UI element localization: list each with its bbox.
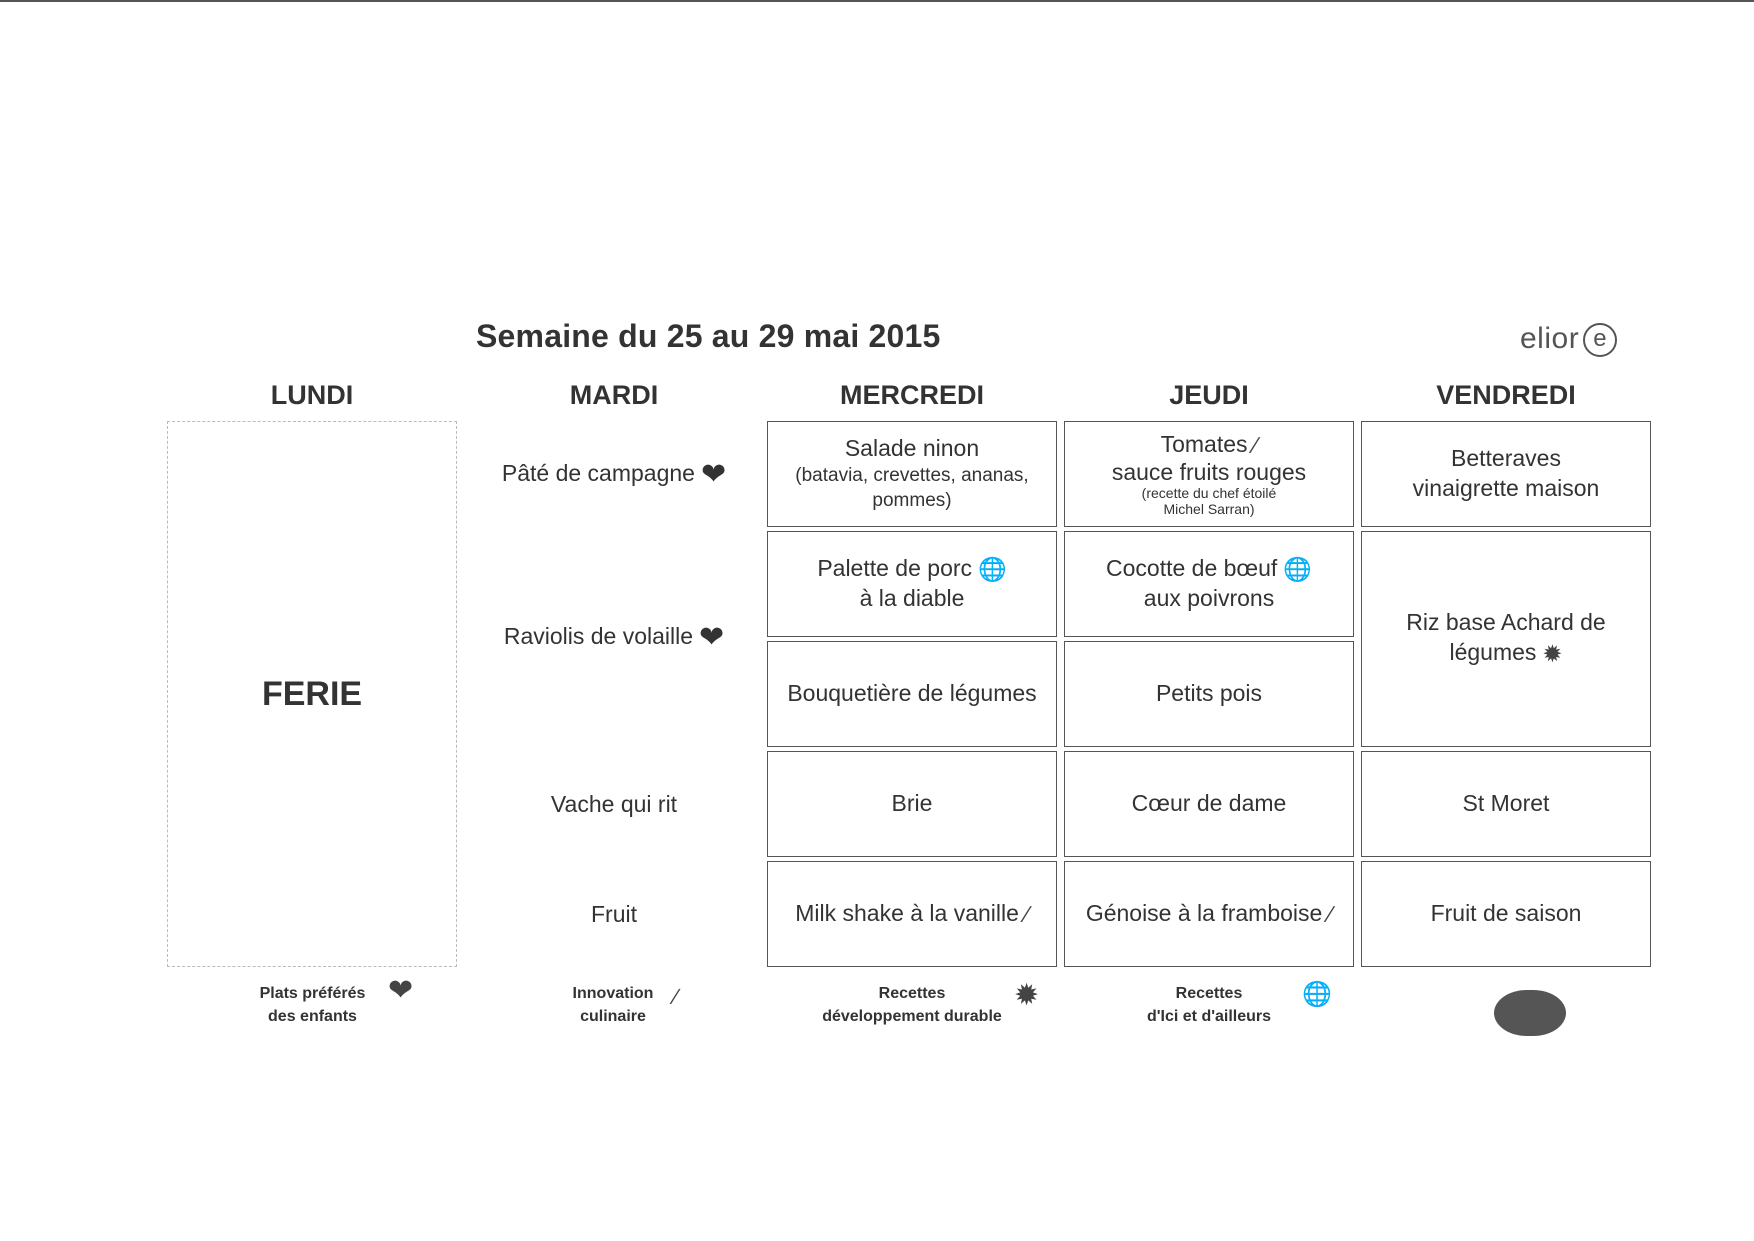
legend-durable-line1: Recettes — [878, 985, 946, 1002]
logo-text: elior — [1520, 322, 1580, 355]
vendredi-entree-subtitle: vinaigrette maison — [1412, 475, 1600, 501]
lundi-ferie-box — [167, 421, 457, 967]
magic-wand-icon: ∕ — [674, 984, 678, 1009]
day-header-lundi: LUNDI — [270, 380, 354, 410]
vendredi-plat — [1361, 531, 1651, 747]
jeudi-entree-note: (recette du chef étoilé — [1141, 485, 1277, 502]
vendredi-dessert — [1361, 861, 1651, 967]
legend-favorites-line2: des enfants — [268, 1008, 357, 1026]
local-label-badge — [1494, 990, 1566, 1036]
mercredi-entree-detail-2: pommes) — [872, 489, 952, 511]
mercredi-plat-subtitle: à la diable — [859, 585, 965, 612]
vendredi-entree-title: Betteraves — [1451, 445, 1561, 472]
ferie-label: FERIE — [261, 674, 363, 713]
legend-ailleurs-line1: Recettes — [1175, 985, 1243, 1002]
logo-mark: e — [1583, 323, 1617, 357]
top-border — [0, 0, 1754, 2]
jeudi-plat-title: Cocotte de bœuf — [1106, 554, 1278, 581]
magic-wand-icon: ∕ — [1328, 900, 1333, 927]
mardi-plat — [478, 623, 750, 653]
mardi-dessert: Fruit — [591, 901, 637, 927]
mercredi-plat — [767, 531, 1057, 637]
mercredi-entree-detail: (batavia, crevettes, ananas, — [795, 465, 1029, 487]
day-header-jeudi: JEUDI — [1169, 380, 1249, 410]
jeudi-accomp-label: Petits pois — [1155, 680, 1263, 707]
mardi-entree — [478, 460, 750, 490]
page-title: Semaine du 25 au 29 mai 2015 — [476, 318, 941, 354]
globe-icon: 🌐 — [1302, 981, 1332, 1008]
vendredi-plat-title: Riz base Achard de — [1406, 609, 1606, 636]
jeudi-entree — [1064, 421, 1354, 527]
jeudi-entree-subtitle: sauce fruits rouges — [1111, 458, 1307, 485]
mercredi-entree-title: Salade ninon — [844, 435, 980, 462]
jeudi-entree-title: Tomates — [1160, 430, 1248, 457]
vendredi-fromage — [1361, 751, 1651, 857]
mercredi-dessert-label: Milk shake à la vanille — [795, 899, 1019, 926]
mardi-entree-label: Pâté de campagne — [501, 460, 695, 487]
legend-favorites-line1: Plats préférés — [259, 985, 366, 1002]
magic-wand-icon: ∕ — [1024, 900, 1029, 927]
jeudi-accompagnement — [1064, 641, 1354, 747]
elior-logo — [1520, 322, 1617, 357]
jeudi-plat — [1064, 531, 1354, 637]
jeudi-dessert — [1064, 861, 1354, 967]
legend-innovation-line1: Innovation — [572, 985, 654, 1002]
sun-star-icon: ✹ — [1542, 640, 1563, 668]
jeudi-fromage — [1064, 751, 1354, 857]
vendredi-fromage-label: St Moret — [1462, 790, 1550, 817]
mardi-fromage: Vache qui rit — [550, 791, 678, 817]
magic-wand-icon: ∕ — [1253, 432, 1258, 459]
jeudi-dessert-label: Génoise à la framboise — [1085, 899, 1323, 926]
legend-durable — [797, 982, 1027, 1028]
legend-ailleurs-line2: d'Ici et d'ailleurs — [1146, 1008, 1272, 1026]
jeudi-plat-subtitle: aux poivrons — [1143, 585, 1275, 612]
heart-icon: ❤ — [699, 621, 725, 654]
vendredi-entree — [1361, 421, 1651, 527]
sun-star-icon: ✹ — [1014, 979, 1040, 1012]
day-header-mercredi: MERCREDI — [839, 380, 984, 410]
legend-innovation — [528, 982, 698, 1028]
mercredi-accomp-label: Bouquetière de légumes — [787, 680, 1037, 707]
legend-ailleurs — [1124, 982, 1294, 1028]
globe-icon: 🌐 — [1283, 555, 1312, 582]
mercredi-fromage — [767, 751, 1057, 857]
day-header-vendredi: VENDREDI — [1436, 380, 1576, 410]
legend-durable-line2: développement durable — [822, 1008, 1002, 1026]
jeudi-entree-chef: Michel Sarran) — [1163, 501, 1255, 518]
mercredi-fromage-label: Brie — [891, 790, 933, 817]
mardi-plat-label: Raviolis de volaille — [503, 623, 694, 650]
legend-innovation-line2: culinaire — [580, 1008, 646, 1026]
legend-favorites — [220, 982, 405, 1028]
mercredi-plat-title: Palette de porc — [817, 554, 973, 581]
day-header-mardi: MARDI — [569, 380, 659, 410]
vendredi-plat-subtitle: légumes — [1449, 639, 1537, 666]
globe-icon: 🌐 — [978, 555, 1007, 582]
vendredi-dessert-label: Fruit de saison — [1430, 900, 1582, 927]
mercredi-entree — [767, 421, 1057, 527]
mercredi-dessert — [767, 861, 1057, 967]
heart-icon: ❤ — [388, 974, 414, 1007]
heart-icon: ❤ — [700, 458, 727, 491]
jeudi-fromage-label: Cœur de dame — [1131, 790, 1287, 817]
mercredi-accompagnement — [767, 641, 1057, 747]
